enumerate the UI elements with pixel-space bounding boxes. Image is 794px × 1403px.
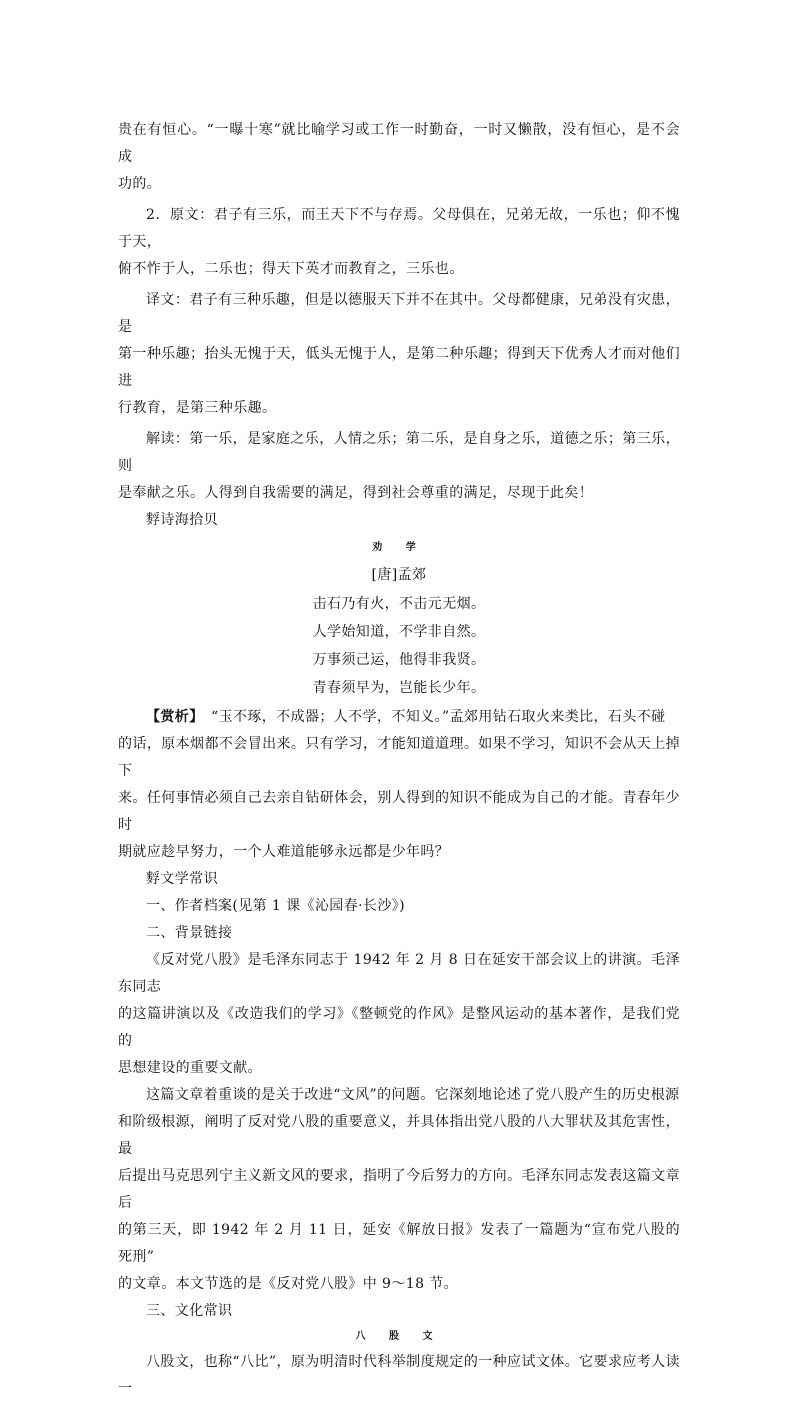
- interpretation-line: 解读：第一乐，是家庭之乐，人情之乐；第二乐，是自身之乐，道德之乐；第三乐，则: [118, 431, 680, 474]
- background-line: 的文章。本文节选的是《反对党八股》中 9～18 节。: [118, 1276, 459, 1292]
- heading-background: 二、背景链接: [146, 925, 233, 941]
- culture-title: 八 股 文: [355, 1331, 443, 1342]
- paragraph-line: 功的。: [118, 176, 162, 192]
- appreciation-line: [118, 704, 680, 731]
- appreciation-line: 期就应趁早努力，一个人难道能够永远都是少年吗？: [118, 844, 450, 860]
- paragraph-line: 贵在有恒心。“一曝十寒”就比喻学习或工作一时勤奋，一时又懒散，没有恒心，是不会成: [118, 122, 680, 165]
- translation-line: 译文：君子有三种乐趣，但是以德服天下并不在其中。父母都健康，兄弟没有灾患，是: [118, 292, 680, 335]
- background-line: 后提出马克思列宁主义新文风的要求，指明了今后努力的方向。毛泽东同志发表这篇文章后: [118, 1168, 680, 1211]
- background-line: 这篇文章着重谈的是关于改进“文风”的问题。它深刻地论述了党八股产生的历史根源: [146, 1087, 680, 1103]
- culture-line: 八股文，也称“八比”，原为明清时代科举制度规定的一种应试文体。它要求应考人读一: [118, 1354, 680, 1397]
- appreciation-line: 来。任何事情必须自己去亲自钻研体会，别人得到的知识不能成为自己的才能。青春年少时: [118, 790, 680, 833]
- original-text-line: 2．原文：君子有三乐，而王天下不与存焉。父母俱在，兄弟无故，一乐也；仰不愧于天，: [118, 207, 680, 250]
- poem-line: 青春须早为，岂能长少年。: [312, 680, 486, 696]
- appreciation-text: “玉不琢，不成器；人不学，不知义。”孟郊用钻石取火来类比，石头不碰: [196, 709, 666, 725]
- section-heading-literature: 䴸文学常识: [146, 871, 218, 887]
- background-line: 和阶级根源，阐明了反对党八股的重要意义，并具体指出党八股的八大罪状及其危害性，最: [118, 1114, 680, 1157]
- section-heading-poem: 䴸诗海拾贝: [146, 512, 218, 528]
- original-text-line: 俯不怍于人，二乐也；得天下英才而教育之，三乐也。: [118, 261, 464, 277]
- background-line: 的这篇讲演以及《改造我们的学习》《整顿党的作风》是整风运动的基本著作，是我们党的: [118, 1006, 680, 1049]
- document-page: [118, 117, 680, 1403]
- poem-title: 劝 学: [372, 542, 426, 553]
- background-line: 思想建设的重要文献。: [118, 1060, 262, 1076]
- appreciation-line: 的话，原本烟都不会冒出来。只有学习，才能知道道理。如果不学习，知识不会从天上掉下: [118, 736, 680, 779]
- poem-line: 万事须己运，他得非我贤。: [312, 652, 486, 668]
- poem-author: [唐]孟郊: [371, 567, 427, 583]
- background-line: 《反对党八股》是毛泽东同志于 1942 年 2 月 8 日在延安干部会议上的讲演。毛泽东同志: [118, 952, 680, 995]
- translation-line: 第一种乐趣；抬头无愧于天，低头无愧于人，是第二种乐趣；得到天下优秀人才而对他们进: [118, 346, 680, 389]
- translation-line: 行教育，是第三种乐趣。: [118, 400, 277, 416]
- poem-line: 击石乃有火，不击元无烟。: [312, 596, 486, 612]
- heading-author-profile: 一、作者档案(见第 1 课《沁园春·长沙》): [146, 898, 405, 914]
- poem-line: 人学始知道，不学非自然。: [312, 624, 486, 640]
- heading-culture: 三、文化常识: [146, 1303, 233, 1319]
- appreciation-label: 【赏析】: [146, 709, 197, 725]
- interpretation-line: 是奉献之乐。人得到自我需要的满足，得到社会尊重的满足，尽现于此矣！: [118, 485, 594, 501]
- background-line: 的第三天，即 1942 年 2 月 11 日，延安《解放日报》发表了一篇题为“宣布党八股的死刑”: [118, 1222, 680, 1265]
